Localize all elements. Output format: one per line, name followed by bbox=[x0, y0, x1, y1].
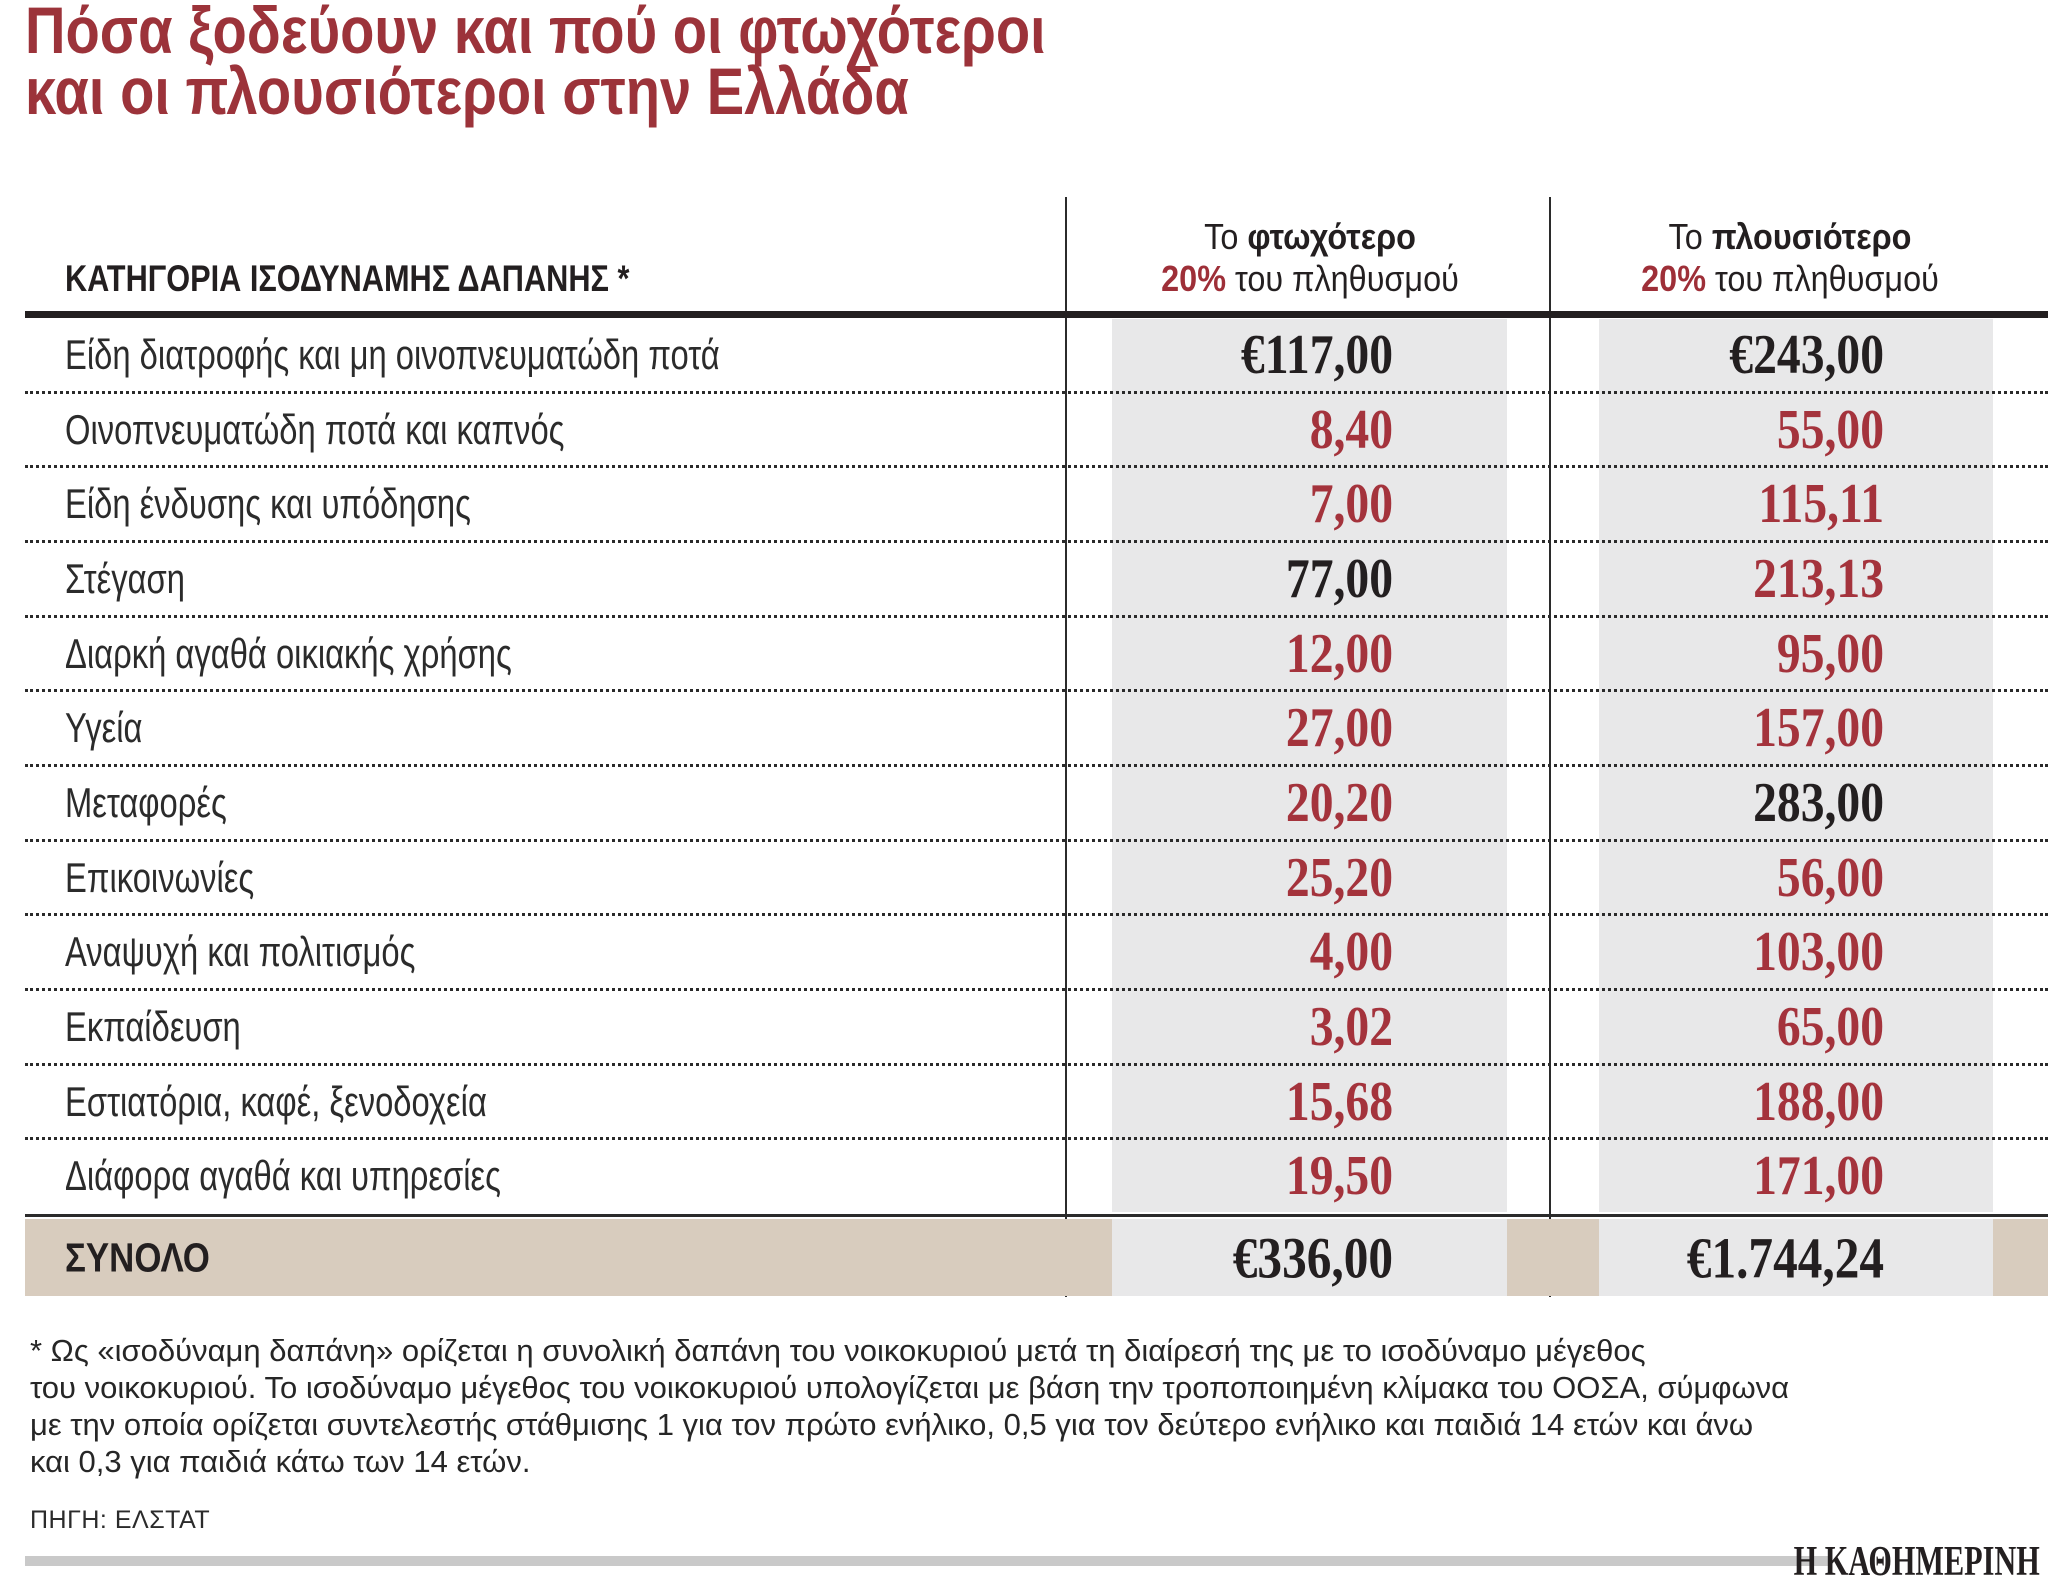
total-row bbox=[25, 1219, 2048, 1296]
rich-header-rest: του πληθυσμού bbox=[1706, 258, 1939, 299]
poor-value: 8,40 bbox=[1309, 398, 1393, 461]
table-row bbox=[25, 767, 2048, 842]
poor-header-name: φτωχότερο bbox=[1247, 216, 1416, 257]
kathimerini-logo: Η ΚΑΘΗΜΕΡΙΝΗ bbox=[1793, 1539, 2040, 1585]
rich-value: 95,00 bbox=[1776, 622, 1884, 685]
table-row bbox=[25, 468, 2048, 543]
rich-value: 171,00 bbox=[1753, 1145, 1884, 1208]
total-rich-value: €1.744,24 bbox=[1686, 1225, 1884, 1290]
category-label: Επικοινωνίες bbox=[65, 853, 255, 901]
category-label: Αναψυχή και πολιτισμός bbox=[65, 928, 416, 976]
table-row bbox=[25, 543, 2048, 618]
table-row bbox=[25, 692, 2048, 767]
rich-value: 65,00 bbox=[1776, 995, 1884, 1058]
category-label: Μεταφορές bbox=[65, 778, 227, 826]
category-label: Είδη διατροφής και μη οινοπνευματώδη ποτά bbox=[65, 330, 720, 378]
total-poor-value: €336,00 bbox=[1232, 1225, 1393, 1290]
rich-header-percent: 20% bbox=[1641, 258, 1707, 299]
footnote-line: * Ως «ισοδύναμη δαπάνη» ορίζεται η συνολική δαπάνη του νοικοκυριού μετά τη διαίρεσή της με το ισοδύναμο μέγεθος bbox=[30, 1333, 1646, 1368]
category-label: Εκπαίδευση bbox=[65, 1002, 241, 1050]
table-row bbox=[25, 916, 2048, 991]
rich-value: 283,00 bbox=[1753, 771, 1884, 834]
source-credit: ΠΗΓΗ: ΕΛΣΤΑΤ bbox=[30, 1506, 211, 1534]
poor-header-line1 bbox=[1108, 216, 1513, 258]
poor-value: 19,50 bbox=[1285, 1145, 1393, 1208]
rich-header-name: πλουσιότερο bbox=[1711, 216, 1912, 257]
table-row bbox=[25, 618, 2048, 693]
poor-value: 12,00 bbox=[1285, 622, 1393, 685]
rich-header-prefix: Το bbox=[1668, 216, 1712, 257]
rich-value: 56,00 bbox=[1776, 846, 1884, 909]
footnote-line: και 0,3 για παιδιά κάτω των 14 ετών. bbox=[30, 1444, 531, 1479]
category-label: Υγεία bbox=[65, 704, 143, 752]
poor-value: 7,00 bbox=[1309, 473, 1393, 536]
category-label: Είδη ένδυσης και υπόδησης bbox=[65, 480, 471, 528]
table-row bbox=[25, 1140, 2048, 1212]
rich-value: 103,00 bbox=[1753, 921, 1884, 984]
title-line-2: και οι πλουσιότεροι στην Ελλάδα bbox=[25, 54, 909, 128]
poor-header-prefix: Το bbox=[1204, 216, 1248, 257]
table-row bbox=[25, 394, 2048, 469]
poor-value: 3,02 bbox=[1309, 995, 1393, 1058]
rich-header-line2 bbox=[1588, 258, 1993, 300]
poor-value: 25,20 bbox=[1285, 846, 1393, 909]
poor-value: 15,68 bbox=[1285, 1070, 1393, 1133]
table-row bbox=[25, 1066, 2048, 1141]
table-row bbox=[25, 842, 2048, 917]
footnote-line: του νοικοκυριού. Το ισοδύναμο μέγεθος του νοικοκυριού υπολογίζεται με βάση την τροποποιημένη κλίμακα του ΟΟΣΑ, σύμφωνα bbox=[30, 1370, 1790, 1405]
poor-value: 4,00 bbox=[1309, 921, 1393, 984]
brand-bar bbox=[25, 1556, 1830, 1566]
header-rule bbox=[25, 311, 2048, 318]
category-label: Στέγαση bbox=[65, 554, 185, 602]
rich-header-line1 bbox=[1588, 216, 1993, 258]
table-row bbox=[25, 319, 2048, 394]
page-title bbox=[25, 0, 1046, 128]
poor-column-header bbox=[1108, 216, 1513, 300]
rich-value: 213,13 bbox=[1753, 547, 1884, 610]
poor-header-rest: του πληθυσμού bbox=[1226, 258, 1459, 299]
rich-value: 188,00 bbox=[1753, 1070, 1884, 1133]
rich-column-header bbox=[1588, 216, 1993, 300]
category-column-header: ΚΑΤΗΓΟΡΙΑ ΙΣΟΔΥΝΑΜΗΣ ΔΑΠΑΝΗΣ * bbox=[65, 258, 630, 299]
rich-value: 115,11 bbox=[1758, 473, 1884, 536]
rich-value: 157,00 bbox=[1753, 697, 1884, 760]
title-line-1: Πόσα ξοδεύουν και πού οι φτωχότεροι bbox=[25, 0, 1046, 67]
category-label: Οινοπνευματώδη ποτά και καπνός bbox=[65, 405, 565, 453]
total-label: ΣΥΝΟΛΟ bbox=[65, 1234, 210, 1280]
table-row bbox=[25, 991, 2048, 1066]
rich-value: €243,00 bbox=[1729, 323, 1884, 386]
poor-header-percent: 20% bbox=[1161, 258, 1227, 299]
category-label: Διάφορα αγαθά και υπηρεσίες bbox=[65, 1152, 501, 1200]
rich-value: 55,00 bbox=[1776, 398, 1884, 461]
category-label: Διαρκή αγαθά οικιακής χρήσης bbox=[65, 629, 512, 677]
footnote bbox=[30, 1332, 1789, 1480]
category-label: Εστιατόρια, καφέ, ξενοδοχεία bbox=[65, 1077, 487, 1125]
total-row-rule bbox=[25, 1214, 2048, 1217]
table-body bbox=[25, 319, 2048, 1212]
poor-value: 77,00 bbox=[1285, 547, 1393, 610]
poor-value: 27,00 bbox=[1285, 697, 1393, 760]
poor-value: 20,20 bbox=[1285, 771, 1393, 834]
poor-header-line2 bbox=[1108, 258, 1513, 300]
poor-value: €117,00 bbox=[1240, 323, 1393, 386]
footnote-line: με την οποία ορίζεται συντελεστής στάθμισης 1 για τον πρώτο ενήλικο, 0,5 για τον δεύτερο ενήλικο και παιδιά 14 ετών και άνω bbox=[30, 1407, 1754, 1442]
